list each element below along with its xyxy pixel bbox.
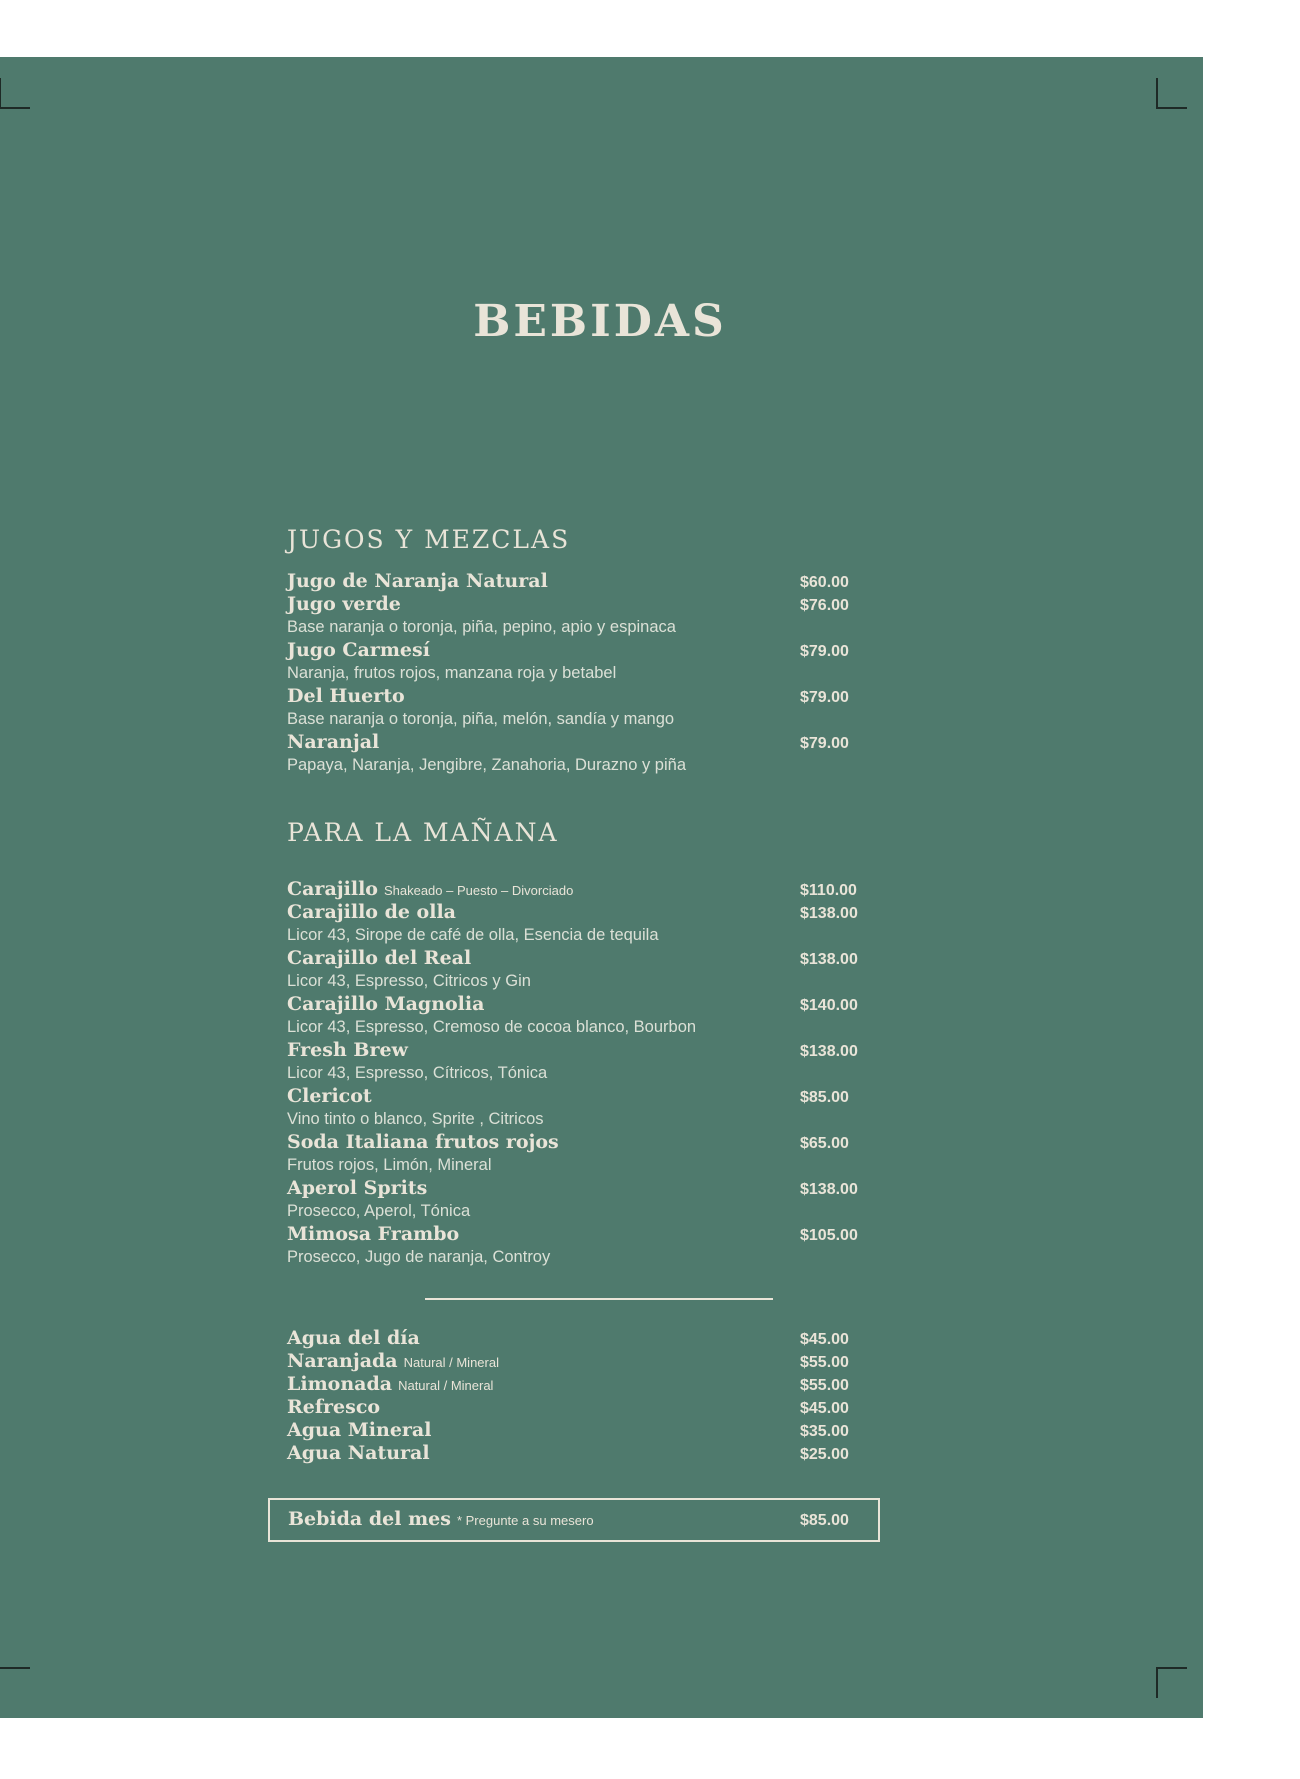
menu-item [287,1442,887,1465]
menu-item [287,1350,887,1373]
item-price: $45.00 [800,1331,849,1348]
menu-item [287,1223,887,1246]
item-name: Carajillo del Real [287,947,472,969]
item-name: Refresco [287,1396,381,1418]
section-heading-manana: PARA LA MAÑANA [287,818,559,847]
item-price: $79.00 [800,643,849,660]
item-description: Base naranja o toronja, piña, pepino, apio y espinaca [287,618,676,636]
item-name: Naranjal [287,731,380,753]
item-note: Natural / Mineral [403,1355,499,1370]
item-price: $55.00 [800,1354,849,1371]
item-name: Fresh Brew [287,1039,408,1061]
item-note: Shakeado – Puesto – Divorciado [383,883,574,898]
menu-item [287,1039,887,1062]
special-note: * Pregunte a su mesero [456,1513,594,1528]
item-description: Licor 43, Espresso, Cítricos, Tónica [287,1064,548,1082]
list-manana [287,878,887,1269]
item-name: Agua del día [287,1327,420,1349]
menu-item [287,1327,887,1350]
section-heading-jugos: JUGOS Y MEZCLAS [287,525,571,554]
item-price: $138.00 [800,1043,858,1060]
item-price: $79.00 [800,689,849,706]
item-description: Licor 43, Espresso, Citricos y Gin [287,972,531,990]
menu-item [287,1131,887,1154]
item-price: $140.00 [800,997,858,1014]
item-name: Limonada [287,1373,393,1395]
item-name: Agua Natural [287,1442,430,1464]
item-price: $76.00 [800,597,849,614]
menu-item [287,570,887,593]
item-price: $45.00 [800,1400,849,1417]
menu-item [287,639,887,662]
item-name: Carajillo [287,878,378,900]
item-price: $138.00 [800,951,858,968]
menu-item [287,1085,887,1108]
menu-item [287,593,887,616]
item-price: $55.00 [800,1377,849,1394]
item-description: Base naranja o toronja, piña, melón, sandía y mango [287,710,675,728]
item-name: Soda Italiana frutos rojos [287,1131,559,1153]
item-price: $79.00 [800,735,849,752]
item-description: Vino tinto o blanco, Sprite , Citricos [287,1110,544,1128]
item-price: $85.00 [800,1089,849,1106]
item-name: Carajillo Magnolia [287,993,485,1015]
menu-item [287,731,887,754]
item-name: Aperol Sprits [287,1177,428,1199]
special-name [288,1508,594,1532]
item-price: $105.00 [800,1227,858,1244]
item-price: $138.00 [800,905,858,922]
item-price: $65.00 [800,1135,849,1152]
item-name: Jugo verde [287,593,401,615]
item-description: Naranja, frutos rojos, manzana roja y betabel [287,664,617,682]
item-price: $138.00 [800,1181,858,1198]
list-jugos [287,570,887,777]
menu-item [287,878,887,901]
item-name: Naranjada [287,1350,398,1372]
special-price: $85.00 [800,1512,849,1529]
item-price: $35.00 [800,1423,849,1440]
special-name-text: Bebida del mes [288,1508,451,1530]
item-description: Licor 43, Sirope de café de olla, Esencia de tequila [287,926,659,944]
menu-item [287,901,887,924]
menu-item [287,1177,887,1200]
item-name: Carajillo de olla [287,901,456,923]
list-waters [287,1327,887,1465]
divider-line [425,1298,773,1300]
item-name: Jugo Carmesí [287,639,430,661]
item-name: Mimosa Frambo [287,1223,460,1245]
menu-item [287,993,887,1016]
item-description: Prosecco, Aperol, Tónica [287,1202,471,1220]
item-description: Prosecco, Jugo de naranja, Controy [287,1248,551,1266]
menu-item [287,1373,887,1396]
item-price: $25.00 [800,1446,849,1463]
menu-item [287,1419,887,1442]
item-description: Frutos rojos, Limón, Mineral [287,1156,492,1174]
item-name: Clericot [287,1085,372,1107]
menu-item [287,947,887,970]
item-price: $60.00 [800,574,849,591]
item-price: $110.00 [800,882,857,899]
drink-of-the-month-box [268,1498,880,1542]
menu-item [287,685,887,708]
item-description: Papaya, Naranja, Jengibre, Zanahoria, Durazno y piña [287,756,686,774]
item-name: Jugo de Naranja Natural [287,570,548,592]
item-name: Del Huerto [287,685,405,707]
item-note: Natural / Mineral [398,1378,494,1393]
menu-item [287,1396,887,1419]
page-title: BEBIDAS [473,296,727,347]
item-description: Licor 43, Espresso, Cremoso de cocoa blanco, Bourbon [287,1018,697,1036]
item-name: Agua Mineral [287,1419,432,1441]
